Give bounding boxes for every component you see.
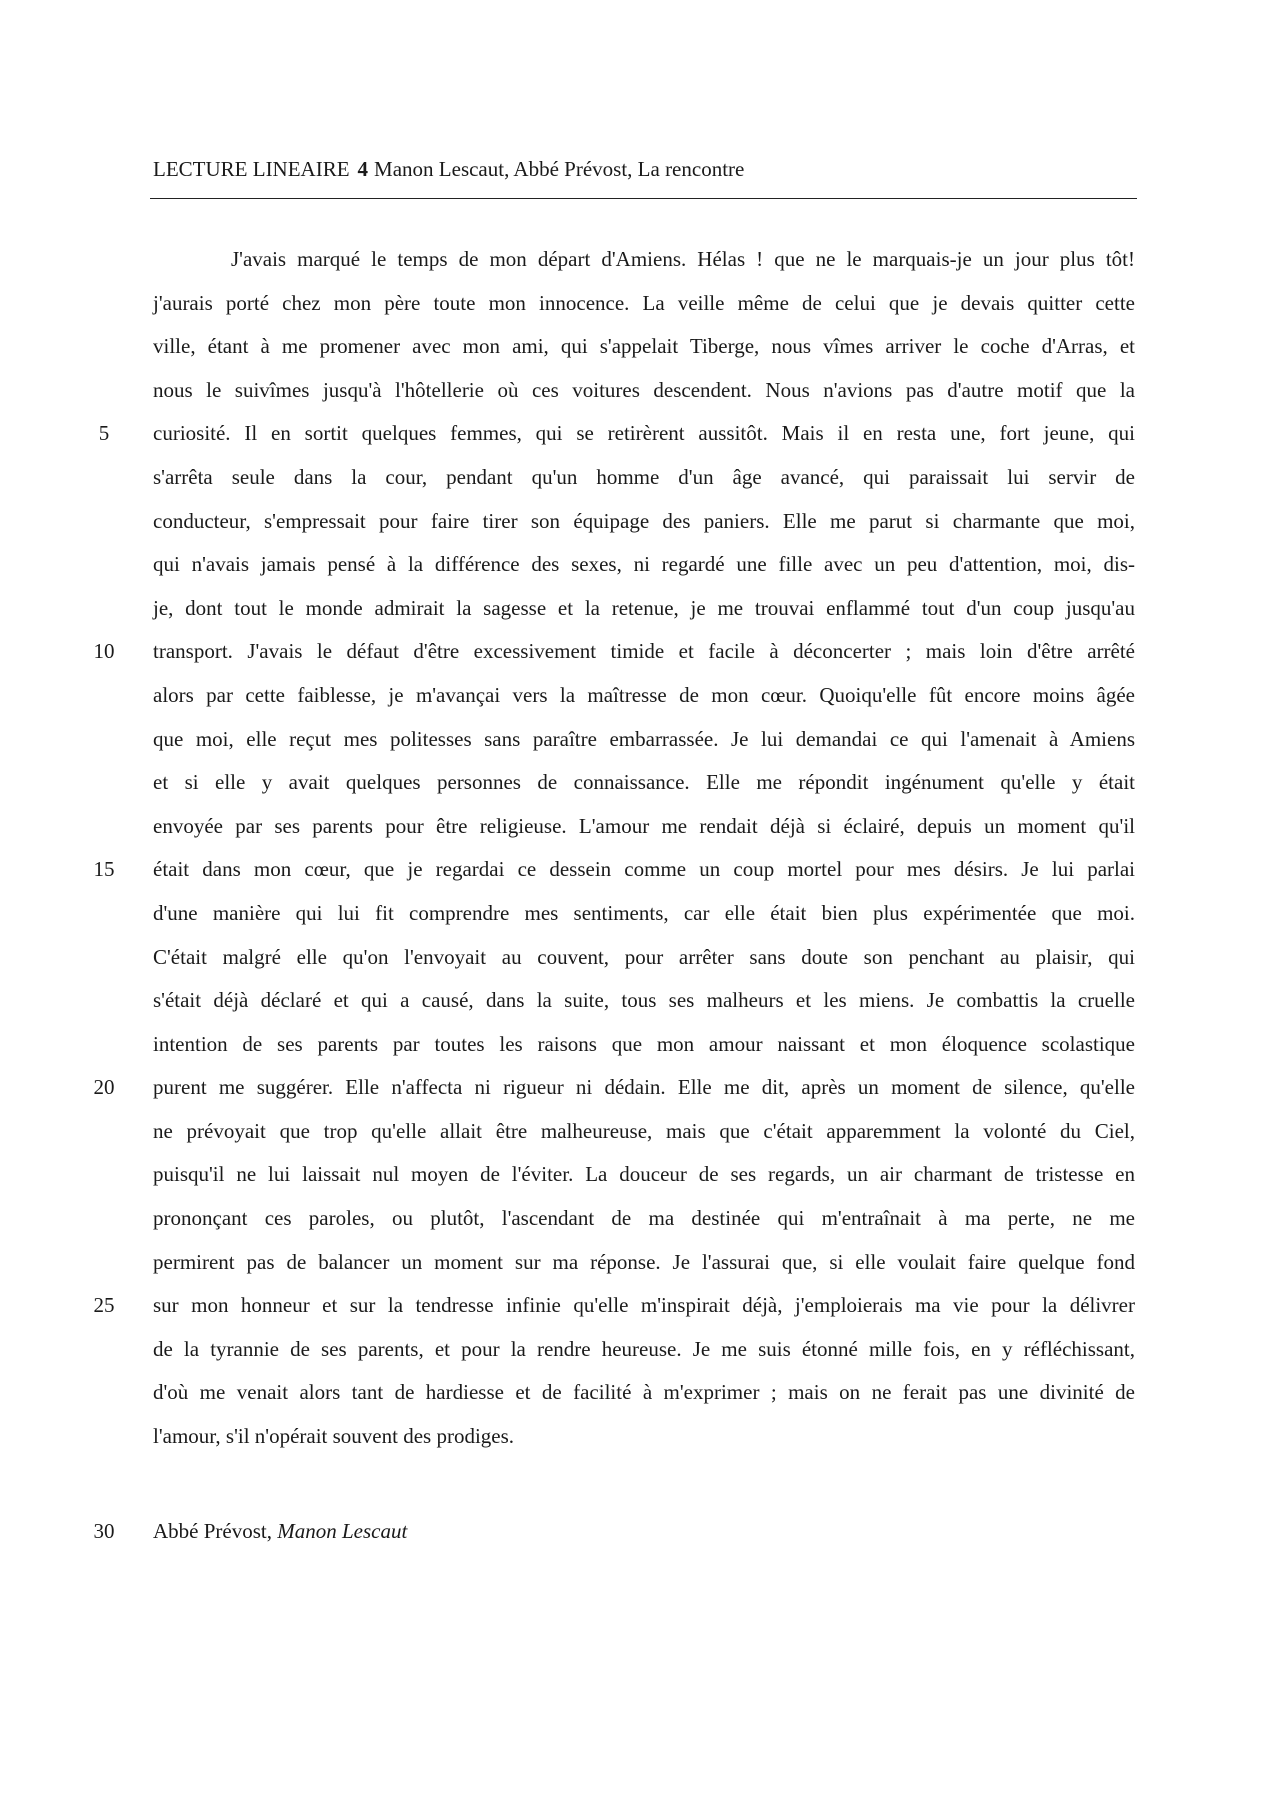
line-number: 5 (98, 421, 110, 445)
text-line: ville, étant à me promener avec mon ami, qui s'appelait Tiberge, nous vîmes arriver le coche d'Arras, et (153, 334, 1135, 359)
text-line: s'arrêta seule dans la cour, pendant qu'un homme d'un âge avancé, qui paraissait lui servir de (153, 464, 1135, 489)
text-line: l'amour, s'il n'opérait souvent des prodiges. (153, 1424, 515, 1449)
text-line: d'une manière qui lui fit comprendre mes sentiments, car elle était bien plus expérimentée que moi. (153, 900, 1135, 925)
text-line: intention de ses parents par toutes les raisons que mon amour naissant et mon éloquence scolastique (153, 1031, 1135, 1056)
text-line: que moi, elle reçut mes politesses sans paraître embarrassée. Je lui demandai ce qui l'amenait à Amiens (153, 726, 1135, 751)
text-line: de la tyrannie de ses parents, et pour la rendre heureuse. Je me suis étonné mille fois, en y réfléchissant, (153, 1336, 1135, 1361)
text-line: nous le suivîmes jusqu'à l'hôtellerie où ces voitures descendent. Nous n'avions pas d'autre motif que la (153, 377, 1135, 402)
text-line: purent me suggérer. Elle n'affecta ni rigueur ni dédain. Elle me dit, après un moment de silence, qu'elle (153, 1075, 1135, 1100)
text-line: prononçant ces paroles, ou plutôt, l'ascendant de ma destinée qui m'entraînait à ma perte, ne me (153, 1206, 1135, 1231)
text-line: je, dont tout le monde admirait la sagesse et la retenue, je me trouvai enflammé tout d'un coup jusqu'au (153, 595, 1135, 620)
text-line: curiosité. Il en sortit quelques femmes, qui se retirèrent aussitôt. Mais il en resta une, fort jeune, qui (153, 421, 1135, 446)
text-line: envoyée par ses parents pour être religieuse. L'amour me rendait déjà si éclairé, depuis un moment qu'il (153, 813, 1135, 838)
text-line: J'avais marqué le temps de mon départ d'Amiens. Hélas ! que ne le marquais-je un jour plus tôt! (231, 247, 1135, 271)
header-number: 4 (357, 157, 369, 181)
text-line: qui n'avais jamais pensé à la différence des sexes, ni regardé une fille avec un peu d'attention, moi, dis- (153, 552, 1135, 577)
citation-author: Abbé Prévost, (153, 1519, 272, 1543)
header-rule (150, 198, 1137, 199)
text-line: sur mon honneur et sur la tendresse infinie qu'elle m'inspirait déjà, j'emploierais ma vie pour la délivrer (153, 1293, 1135, 1318)
text-body (153, 244, 1135, 1465)
citation-title: Manon Lescaut (277, 1519, 408, 1543)
text-line: était dans mon cœur, que je regardai ce dessein comme un coup mortel pour mes désirs. Je lui parlai (153, 857, 1135, 882)
header-label: LECTURE LINEAIRE (153, 157, 350, 181)
text-line: C'était malgré elle qu'on l'envoyait au couvent, pour arrêter sans doute son penchant au plaisir, qui (153, 944, 1135, 969)
line-number: 10 (93, 639, 115, 663)
header-subtitle: Manon Lescaut, Abbé Prévost, La rencontre (374, 157, 745, 181)
text-line: conducteur, s'empressait pour faire tirer son équipage des paniers. Elle me parut si charmante que moi, (153, 508, 1135, 533)
line-number: 15 (93, 857, 115, 881)
line-number: 25 (93, 1293, 115, 1317)
source-citation (153, 1516, 407, 1546)
text-line: ne prévoyait que trop qu'elle allait être malheureuse, mais que c'était apparemment la volonté du Ciel, (153, 1118, 1135, 1143)
text-line: d'où me venait alors tant de hardiesse et de facilité à m'exprimer ; mais on ne ferait pas une divinité de (153, 1380, 1135, 1405)
text-line: alors par cette faiblesse, je m'avançai vers la maîtresse de mon cœur. Quoiqu'elle fût encore moins âgée (153, 682, 1135, 707)
line-number: 30 (93, 1519, 115, 1543)
text-line: puisqu'il ne lui laissait nul moyen de l'éviter. La douceur de ses regards, un air charmant de tristesse en (153, 1162, 1135, 1187)
page-header (153, 154, 1137, 184)
text-line: transport. J'avais le défaut d'être excessivement timide et facile à déconcerter ; mais loin d'être arrêté (153, 639, 1135, 664)
text-line: permirent pas de balancer un moment sur ma réponse. Je l'assurai que, si elle voulait faire quelque fond (153, 1249, 1135, 1274)
text-line: s'était déjà déclaré et qui a causé, dans la suite, tous ses malheurs et les miens. Je combattis la cruelle (153, 988, 1135, 1013)
text-line: j'aurais porté chez mon père toute mon innocence. La veille même de celui que je devais quitter cette (153, 290, 1135, 315)
line-number: 20 (93, 1075, 115, 1099)
text-line: et si elle y avait quelques personnes de connaissance. Elle me répondit ingénument qu'elle y était (153, 770, 1135, 795)
